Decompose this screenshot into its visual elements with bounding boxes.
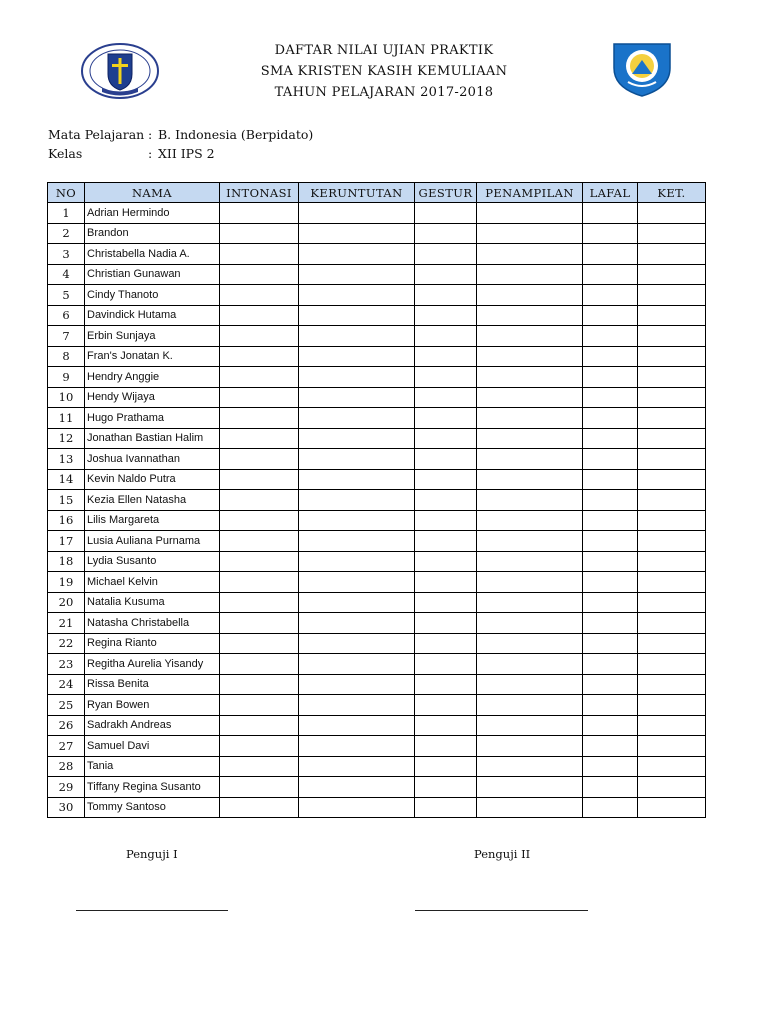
score-cell-intonation[interactable]	[220, 715, 299, 736]
score-cell-pronunciation[interactable]	[583, 797, 638, 818]
table-row	[48, 326, 706, 347]
score-cell-pronunciation[interactable]	[583, 387, 638, 408]
score-cell-appearance[interactable]	[477, 695, 583, 716]
score-cell-appearance[interactable]	[477, 244, 583, 265]
score-cell-gesture[interactable]	[415, 674, 477, 695]
score-cell-pronunciation[interactable]	[583, 674, 638, 695]
col-header-gesture: GESTUR	[415, 183, 477, 203]
examiner-1-signature-line[interactable]	[76, 910, 228, 912]
row-number: 27	[48, 736, 85, 757]
score-cell-notes[interactable]	[638, 264, 706, 285]
score-cell-appearance[interactable]	[477, 797, 583, 818]
col-header-pronunciation: LAFAL	[583, 183, 638, 203]
score-cell-pronunciation[interactable]	[583, 654, 638, 675]
academic-year: TAHUN PELAJARAN 2017-2018	[274, 85, 494, 100]
score-cell-coherence[interactable]	[299, 428, 415, 449]
row-number: 1	[48, 203, 85, 224]
score-cell-coherence[interactable]	[299, 244, 415, 265]
student-name: Tania	[85, 756, 220, 777]
score-cell-coherence[interactable]	[299, 326, 415, 347]
table-row	[48, 264, 706, 285]
score-cell-intonation[interactable]	[220, 449, 299, 470]
row-number: 21	[48, 613, 85, 634]
score-cell-intonation[interactable]	[220, 777, 299, 798]
score-cell-intonation[interactable]	[220, 346, 299, 367]
score-cell-appearance[interactable]	[477, 449, 583, 470]
score-cell-coherence[interactable]	[299, 264, 415, 285]
col-header-name: NAMA	[85, 183, 220, 203]
table-row	[48, 469, 706, 490]
score-cell-intonation[interactable]	[220, 203, 299, 224]
row-number: 8	[48, 346, 85, 367]
student-name: Regitha Aurelia Yisandy	[85, 654, 220, 675]
score-cell-appearance[interactable]	[477, 428, 583, 449]
score-cell-gesture[interactable]	[415, 285, 477, 306]
score-cell-appearance[interactable]	[477, 367, 583, 388]
table-body	[48, 203, 706, 818]
document-header	[170, 40, 598, 103]
score-cell-notes[interactable]	[638, 736, 706, 757]
score-cell-gesture[interactable]	[415, 428, 477, 449]
table-row	[48, 777, 706, 798]
score-cell-coherence[interactable]	[299, 756, 415, 777]
score-cell-notes[interactable]	[638, 572, 706, 593]
score-cell-pronunciation[interactable]	[583, 592, 638, 613]
table-header-row	[48, 183, 706, 203]
score-cell-coherence[interactable]	[299, 592, 415, 613]
score-cell-coherence[interactable]	[299, 695, 415, 716]
table-row	[48, 244, 706, 265]
student-name: Davindick Hutama	[85, 305, 220, 326]
score-cell-notes[interactable]	[638, 695, 706, 716]
score-cell-gesture[interactable]	[415, 633, 477, 654]
score-cell-appearance[interactable]	[477, 674, 583, 695]
student-name: Kevin Naldo Putra	[85, 469, 220, 490]
score-cell-notes[interactable]	[638, 777, 706, 798]
score-cell-notes[interactable]	[638, 797, 706, 818]
score-cell-notes[interactable]	[638, 510, 706, 531]
score-cell-gesture[interactable]	[415, 203, 477, 224]
score-cell-notes[interactable]	[638, 367, 706, 388]
score-cell-intonation[interactable]	[220, 613, 299, 634]
score-cell-intonation[interactable]	[220, 367, 299, 388]
score-cell-gesture[interactable]	[415, 756, 477, 777]
score-cell-appearance[interactable]	[477, 490, 583, 511]
student-name: Hugo Prathama	[85, 408, 220, 429]
student-name: Adrian Hermindo	[85, 203, 220, 224]
col-header-notes: KET.	[638, 183, 706, 203]
table-row	[48, 756, 706, 777]
row-number: 19	[48, 572, 85, 593]
score-cell-coherence[interactable]	[299, 490, 415, 511]
row-number: 24	[48, 674, 85, 695]
score-cell-intonation[interactable]	[220, 244, 299, 265]
score-cell-notes[interactable]	[638, 756, 706, 777]
score-cell-gesture[interactable]	[415, 695, 477, 716]
score-cell-gesture[interactable]	[415, 305, 477, 326]
row-number: 12	[48, 428, 85, 449]
score-cell-pronunciation[interactable]	[583, 408, 638, 429]
score-cell-coherence[interactable]	[299, 203, 415, 224]
score-cell-pronunciation[interactable]	[583, 695, 638, 716]
score-cell-appearance[interactable]	[477, 264, 583, 285]
row-number: 23	[48, 654, 85, 675]
score-cell-intonation[interactable]	[220, 428, 299, 449]
score-cell-appearance[interactable]	[477, 572, 583, 593]
student-name: Christian Gunawan	[85, 264, 220, 285]
row-number: 26	[48, 715, 85, 736]
score-cell-pronunciation[interactable]	[583, 326, 638, 347]
score-cell-coherence[interactable]	[299, 715, 415, 736]
col-header-appearance: PENAMPILAN	[477, 183, 583, 203]
table-row	[48, 203, 706, 224]
class-label: Kelas	[48, 146, 83, 161]
score-cell-pronunciation[interactable]	[583, 244, 638, 265]
score-cell-coherence[interactable]	[299, 531, 415, 552]
col-header-intonation: INTONASI	[220, 183, 299, 203]
student-name: Hendy Wijaya	[85, 387, 220, 408]
score-cell-appearance[interactable]	[477, 326, 583, 347]
table-row	[48, 695, 706, 716]
ministry-logo	[608, 38, 676, 98]
table-row	[48, 654, 706, 675]
score-cell-coherence[interactable]	[299, 449, 415, 470]
score-cell-intonation[interactable]	[220, 285, 299, 306]
score-cell-pronunciation[interactable]	[583, 715, 638, 736]
row-number: 5	[48, 285, 85, 306]
score-cell-coherence[interactable]	[299, 736, 415, 757]
score-cell-coherence[interactable]	[299, 469, 415, 490]
row-number: 6	[48, 305, 85, 326]
table-row	[48, 633, 706, 654]
score-cell-notes[interactable]	[638, 613, 706, 634]
score-cell-coherence[interactable]	[299, 510, 415, 531]
score-cell-coherence[interactable]	[299, 797, 415, 818]
score-cell-appearance[interactable]	[477, 777, 583, 798]
table-row	[48, 674, 706, 695]
student-name: Rissa Benita	[85, 674, 220, 695]
score-cell-notes[interactable]	[638, 551, 706, 572]
student-name: Cindy Thanoto	[85, 285, 220, 306]
score-cell-coherence[interactable]	[299, 551, 415, 572]
table-row	[48, 346, 706, 367]
score-cell-notes[interactable]	[638, 285, 706, 306]
score-cell-gesture[interactable]	[415, 715, 477, 736]
score-cell-intonation[interactable]	[220, 695, 299, 716]
score-cell-appearance[interactable]	[477, 223, 583, 244]
score-cell-appearance[interactable]	[477, 633, 583, 654]
student-name: Samuel Davi	[85, 736, 220, 757]
class-line	[48, 146, 215, 161]
score-cell-pronunciation[interactable]	[583, 367, 638, 388]
score-cell-intonation[interactable]	[220, 408, 299, 429]
subject-line	[48, 127, 313, 142]
score-cell-pronunciation[interactable]	[583, 223, 638, 244]
row-number: 17	[48, 531, 85, 552]
score-cell-appearance[interactable]	[477, 654, 583, 675]
col-header-coherence: KERUNTUTAN	[299, 183, 415, 203]
student-name: Erbin Sunjaya	[85, 326, 220, 347]
table-row	[48, 592, 706, 613]
score-cell-coherence[interactable]	[299, 367, 415, 388]
row-number: 18	[48, 551, 85, 572]
table-row	[48, 428, 706, 449]
row-number: 28	[48, 756, 85, 777]
score-cell-pronunciation[interactable]	[583, 551, 638, 572]
subject-value: B. Indonesia (Berpidato)	[158, 127, 314, 142]
table-row	[48, 715, 706, 736]
row-number: 16	[48, 510, 85, 531]
row-number: 30	[48, 797, 85, 818]
class-separator: :	[148, 146, 153, 161]
score-cell-appearance[interactable]	[477, 715, 583, 736]
score-cell-gesture[interactable]	[415, 244, 477, 265]
table-row	[48, 510, 706, 531]
score-cell-intonation[interactable]	[220, 490, 299, 511]
row-number: 13	[48, 449, 85, 470]
score-cell-pronunciation[interactable]	[583, 285, 638, 306]
score-cell-intonation[interactable]	[220, 387, 299, 408]
score-cell-intonation[interactable]	[220, 510, 299, 531]
table-row	[48, 797, 706, 818]
score-cell-coherence[interactable]	[299, 387, 415, 408]
score-cell-notes[interactable]	[638, 531, 706, 552]
table-row	[48, 387, 706, 408]
score-cell-gesture[interactable]	[415, 572, 477, 593]
score-cell-appearance[interactable]	[477, 531, 583, 552]
student-name: Hendry Anggie	[85, 367, 220, 388]
score-cell-intonation[interactable]	[220, 469, 299, 490]
score-cell-coherence[interactable]	[299, 633, 415, 654]
score-cell-pronunciation[interactable]	[583, 777, 638, 798]
score-cell-appearance[interactable]	[477, 736, 583, 757]
score-cell-pronunciation[interactable]	[583, 531, 638, 552]
row-number: 25	[48, 695, 85, 716]
score-cell-coherence[interactable]	[299, 777, 415, 798]
score-cell-appearance[interactable]	[477, 408, 583, 429]
score-cell-coherence[interactable]	[299, 674, 415, 695]
score-cell-notes[interactable]	[638, 449, 706, 470]
score-cell-intonation[interactable]	[220, 654, 299, 675]
score-cell-pronunciation[interactable]	[583, 203, 638, 224]
student-name: Fran's Jonatan K.	[85, 346, 220, 367]
score-cell-coherence[interactable]	[299, 613, 415, 634]
row-number: 3	[48, 244, 85, 265]
score-cell-pronunciation[interactable]	[583, 633, 638, 654]
score-cell-coherence[interactable]	[299, 285, 415, 306]
score-cell-gesture[interactable]	[415, 367, 477, 388]
score-cell-gesture[interactable]	[415, 408, 477, 429]
table-row	[48, 449, 706, 470]
score-cell-coherence[interactable]	[299, 223, 415, 244]
document-title: DAFTAR NILAI UJIAN PRAKTIK	[274, 43, 494, 58]
table-row	[48, 551, 706, 572]
row-number: 14	[48, 469, 85, 490]
student-name: Lilis Margareta	[85, 510, 220, 531]
row-number: 15	[48, 490, 85, 511]
score-cell-intonation[interactable]	[220, 531, 299, 552]
score-cell-gesture[interactable]	[415, 346, 477, 367]
score-cell-pronunciation[interactable]	[583, 449, 638, 470]
student-name: Joshua Ivannathan	[85, 449, 220, 470]
score-cell-notes[interactable]	[638, 387, 706, 408]
score-cell-pronunciation[interactable]	[583, 490, 638, 511]
score-cell-appearance[interactable]	[477, 469, 583, 490]
score-cell-gesture[interactable]	[415, 736, 477, 757]
student-name: Michael Kelvin	[85, 572, 220, 593]
row-number: 7	[48, 326, 85, 347]
score-cell-gesture[interactable]	[415, 387, 477, 408]
score-cell-notes[interactable]	[638, 428, 706, 449]
subject-label: Mata Pelajaran	[48, 127, 145, 142]
score-cell-gesture[interactable]	[415, 510, 477, 531]
score-cell-intonation[interactable]	[220, 674, 299, 695]
table-row	[48, 531, 706, 552]
score-cell-notes[interactable]	[638, 326, 706, 347]
score-cell-notes[interactable]	[638, 592, 706, 613]
score-cell-pronunciation[interactable]	[583, 613, 638, 634]
score-cell-gesture[interactable]	[415, 797, 477, 818]
col-header-no: NO	[48, 183, 85, 203]
score-cell-notes[interactable]	[638, 715, 706, 736]
score-cell-intonation[interactable]	[220, 797, 299, 818]
score-cell-intonation[interactable]	[220, 305, 299, 326]
score-cell-notes[interactable]	[638, 203, 706, 224]
table-row	[48, 736, 706, 757]
score-cell-gesture[interactable]	[415, 469, 477, 490]
student-name: Tiffany Regina Susanto	[85, 777, 220, 798]
table-row	[48, 285, 706, 306]
table-row	[48, 223, 706, 244]
table-row	[48, 408, 706, 429]
score-cell-appearance[interactable]	[477, 756, 583, 777]
row-number: 11	[48, 408, 85, 429]
score-cell-intonation[interactable]	[220, 326, 299, 347]
table-row	[48, 305, 706, 326]
student-name: Christabella Nadia A.	[85, 244, 220, 265]
score-cell-intonation[interactable]	[220, 264, 299, 285]
score-cell-gesture[interactable]	[415, 264, 477, 285]
score-cell-appearance[interactable]	[477, 387, 583, 408]
student-name: Natasha Christabella	[85, 613, 220, 634]
score-cell-pronunciation[interactable]	[583, 572, 638, 593]
score-cell-notes[interactable]	[638, 346, 706, 367]
score-cell-notes[interactable]	[638, 490, 706, 511]
score-cell-appearance[interactable]	[477, 510, 583, 531]
score-cell-appearance[interactable]	[477, 346, 583, 367]
score-cell-pronunciation[interactable]	[583, 756, 638, 777]
row-number: 4	[48, 264, 85, 285]
score-cell-intonation[interactable]	[220, 756, 299, 777]
score-cell-notes[interactable]	[638, 469, 706, 490]
score-cell-pronunciation[interactable]	[583, 264, 638, 285]
student-name: Sadrakh Andreas	[85, 715, 220, 736]
student-name: Tommy Santoso	[85, 797, 220, 818]
score-cell-intonation[interactable]	[220, 633, 299, 654]
student-name: Lydia Susanto	[85, 551, 220, 572]
score-cell-notes[interactable]	[638, 408, 706, 429]
examiner-2-signature-line[interactable]	[415, 910, 588, 912]
score-cell-notes[interactable]	[638, 633, 706, 654]
score-cell-gesture[interactable]	[415, 531, 477, 552]
score-cell-appearance[interactable]	[477, 203, 583, 224]
score-cell-gesture[interactable]	[415, 326, 477, 347]
row-number: 22	[48, 633, 85, 654]
score-cell-notes[interactable]	[638, 654, 706, 675]
score-cell-gesture[interactable]	[415, 223, 477, 244]
score-cell-gesture[interactable]	[415, 551, 477, 572]
examiner-2-label: Penguji II	[474, 847, 531, 861]
score-cell-intonation[interactable]	[220, 592, 299, 613]
score-cell-notes[interactable]	[638, 244, 706, 265]
table-row	[48, 613, 706, 634]
score-cell-coherence[interactable]	[299, 305, 415, 326]
score-cell-pronunciation[interactable]	[583, 469, 638, 490]
student-name: Natalia Kusuma	[85, 592, 220, 613]
score-cell-pronunciation[interactable]	[583, 510, 638, 531]
student-name: Ryan Bowen	[85, 695, 220, 716]
student-name: Jonathan Bastian Halim	[85, 428, 220, 449]
score-cell-intonation[interactable]	[220, 572, 299, 593]
school-name: SMA KRISTEN KASIH KEMULIAAN	[260, 64, 508, 79]
score-cell-pronunciation[interactable]	[583, 428, 638, 449]
score-cell-appearance[interactable]	[477, 285, 583, 306]
score-cell-coherence[interactable]	[299, 408, 415, 429]
table-row	[48, 572, 706, 593]
score-cell-gesture[interactable]	[415, 654, 477, 675]
score-cell-appearance[interactable]	[477, 592, 583, 613]
class-value: XII IPS 2	[158, 146, 215, 161]
student-name: Brandon	[85, 223, 220, 244]
score-cell-coherence[interactable]	[299, 572, 415, 593]
score-cell-gesture[interactable]	[415, 592, 477, 613]
score-cell-appearance[interactable]	[477, 305, 583, 326]
score-cell-gesture[interactable]	[415, 777, 477, 798]
score-cell-notes[interactable]	[638, 674, 706, 695]
score-cell-pronunciation[interactable]	[583, 305, 638, 326]
student-name: Lusia Auliana Purnama	[85, 531, 220, 552]
row-number: 29	[48, 777, 85, 798]
table-row	[48, 367, 706, 388]
row-number: 20	[48, 592, 85, 613]
table-row	[48, 490, 706, 511]
student-name: Regina Rianto	[85, 633, 220, 654]
row-number: 10	[48, 387, 85, 408]
score-cell-pronunciation[interactable]	[583, 346, 638, 367]
score-cell-appearance[interactable]	[477, 613, 583, 634]
score-cell-pronunciation[interactable]	[583, 736, 638, 757]
score-cell-notes[interactable]	[638, 223, 706, 244]
score-cell-gesture[interactable]	[415, 449, 477, 470]
score-cell-notes[interactable]	[638, 305, 706, 326]
score-cell-coherence[interactable]	[299, 654, 415, 675]
score-cell-gesture[interactable]	[415, 490, 477, 511]
school-logo	[80, 42, 160, 100]
grades-table	[47, 182, 706, 818]
score-cell-intonation[interactable]	[220, 551, 299, 572]
score-cell-intonation[interactable]	[220, 736, 299, 757]
score-cell-appearance[interactable]	[477, 551, 583, 572]
score-cell-gesture[interactable]	[415, 613, 477, 634]
score-cell-coherence[interactable]	[299, 346, 415, 367]
examiner-1-label: Penguji I	[126, 847, 178, 861]
row-number: 9	[48, 367, 85, 388]
subject-separator: :	[148, 127, 153, 142]
student-name: Kezia Ellen Natasha	[85, 490, 220, 511]
row-number: 2	[48, 223, 85, 244]
score-cell-intonation[interactable]	[220, 223, 299, 244]
